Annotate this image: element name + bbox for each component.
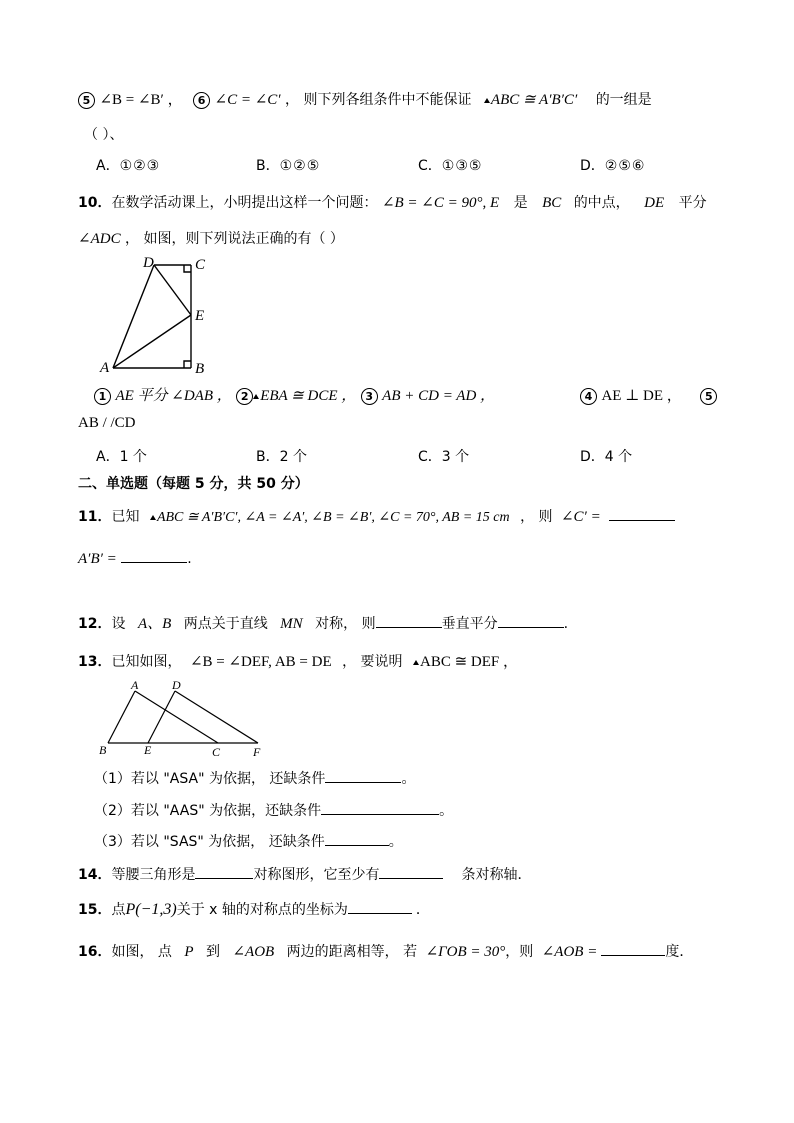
circled-4: 4 xyxy=(580,388,597,405)
triangle-icon xyxy=(484,98,490,103)
q16-math4: ∠AOB = xyxy=(541,944,598,960)
q11-line1 xyxy=(78,506,675,526)
q10-line2 xyxy=(78,228,344,248)
q12-text4: 垂直平分 xyxy=(441,616,498,632)
q13-number: 13． xyxy=(78,654,112,670)
q13-blank1[interactable] xyxy=(325,768,401,783)
triangle-icon xyxy=(253,394,259,399)
q16-blank[interactable] xyxy=(601,941,665,956)
label-a: A xyxy=(131,680,139,692)
label-c: C xyxy=(212,745,221,759)
q10-stmt5: AB / /CD xyxy=(78,415,136,431)
q10-math3: DE xyxy=(644,195,665,211)
q9-line1 xyxy=(78,88,652,109)
q11-blank1[interactable] xyxy=(609,506,675,521)
q10-statements-right xyxy=(580,384,717,405)
q11-ask2: A′B′ = xyxy=(78,551,117,567)
q12-math1: A、B xyxy=(137,616,172,632)
circled-6: 6 xyxy=(193,92,210,109)
q9-cond6: ∠C = ∠C′ xyxy=(214,92,281,108)
q11-ask1: ∠C′ = xyxy=(560,509,601,525)
q10-line2-text: ， 如图，则下列说法正确的有（ ） xyxy=(125,231,344,247)
q11-text2: ， 则 xyxy=(520,509,553,525)
q12-line: 12．设 A、B 两点关于直线 MN 对称， 则 垂直平分 . xyxy=(78,612,568,633)
q10-text4: 平分 xyxy=(678,195,707,211)
q13-sub2: （2）若以 "AAS" 为依据，还缺条件 。 xyxy=(94,800,453,820)
q9-cond5: ∠B = ∠B′ ， xyxy=(99,92,183,108)
q14-line: 14．等腰三角形是 对称图形，它至少有 条对称轴． xyxy=(78,864,531,884)
q12-text1: 设 xyxy=(111,616,126,632)
q10-stmt3: AB + CD = AD ， xyxy=(382,388,496,404)
q14-blank2[interactable] xyxy=(379,864,443,879)
q13-math: ∠B = ∠DEF, AB = DE xyxy=(189,654,332,670)
q9-option-c[interactable]: C．①③⑤ xyxy=(418,158,483,174)
q11-number: 11． xyxy=(78,509,112,525)
q10-line2-math: ∠ADC xyxy=(78,231,121,247)
circled-2: 2 xyxy=(236,388,253,405)
q9-text2: 的一组是 xyxy=(595,92,652,108)
q16-math3: ∠ΓOB = 30° xyxy=(425,944,506,960)
circled-3: 3 xyxy=(361,388,378,405)
label-c: C xyxy=(195,257,206,273)
q13-line xyxy=(78,650,518,671)
circled-1: 1 xyxy=(94,388,111,405)
label-a: A xyxy=(100,360,110,376)
q10-text1: 在数学活动课上，小明提出这样一个问题： xyxy=(111,195,378,211)
q10-number: 10． xyxy=(78,195,112,211)
q10-figure xyxy=(98,252,228,377)
q15-line: 15．点P(−1,3)关于 x 轴的对称点的坐标为 ． xyxy=(78,901,430,918)
label-b: B xyxy=(195,361,205,377)
q9-paren: （ ）、 xyxy=(84,127,124,143)
q11-blank2[interactable] xyxy=(121,548,187,563)
q13-figure xyxy=(94,680,274,760)
q10-text3: 的中点， xyxy=(573,195,630,211)
q13-blank3[interactable] xyxy=(325,831,389,846)
q10-math1: ∠B = ∠C = 90°, E xyxy=(381,195,500,211)
q16-math2: ∠AOB xyxy=(232,944,275,960)
section-title: 二、单选题（每题 5 分，共 50 分） xyxy=(78,476,309,492)
label-e: E xyxy=(195,308,205,324)
q13-congruence: ABC ≅ DEF ， xyxy=(413,654,518,670)
q10-option-d[interactable]: D．4 个 xyxy=(580,449,633,465)
q12-blank1[interactable] xyxy=(376,613,442,628)
label-b: B xyxy=(99,743,107,757)
q15-number: 15． xyxy=(78,902,112,918)
q15-blank[interactable] xyxy=(348,899,412,914)
label-d: D xyxy=(172,680,181,692)
q12-math2: MN xyxy=(280,616,303,632)
q13-text2: ， 要说明 xyxy=(342,654,403,670)
q10-stmt2: EBA ≅ DCE ， xyxy=(253,388,356,404)
q10-stmt4: AE ⊥ DE ， xyxy=(601,388,682,404)
label-d: D xyxy=(143,255,154,271)
q10-option-a[interactable]: A．1 个 xyxy=(96,449,147,465)
q12-number: 12． xyxy=(78,616,112,632)
q9-congruence: ABC ≅ A′B′C′ xyxy=(484,92,577,108)
triangle-icon xyxy=(150,515,156,520)
q10-math2: BC xyxy=(542,195,562,211)
q11-line2: A′B′ = . xyxy=(78,548,192,568)
q10-line1 xyxy=(78,192,707,212)
q14-number: 14． xyxy=(78,867,112,883)
label-e: E xyxy=(144,743,152,757)
label-f: F xyxy=(253,745,261,759)
circled-5: 5 xyxy=(78,92,95,109)
q15-math: P(−1,3) xyxy=(125,901,177,918)
q10-statements xyxy=(94,384,495,405)
q16-math1: P xyxy=(184,944,194,960)
q16-line: 16．如图， 点 P 到 ∠AOB 两边的距离相等， 若 ∠ΓOB = 30°，则 ∠AOB = 度． xyxy=(78,941,693,961)
q9-option-d[interactable]: D．②⑤⑥ xyxy=(580,158,646,174)
q10-option-b[interactable]: B．2 个 xyxy=(256,449,307,465)
circled-5b: 5 xyxy=(700,388,717,405)
q12-text2: 两点关于直线 xyxy=(183,616,268,632)
q11-math: ABC ≅ A′B′C′, ∠A = ∠A′, ∠B = ∠B′, ∠C = 70°, AB = 15 cm xyxy=(150,510,510,525)
q13-sub3: （3）若以 "SAS" 为依据， 还缺条件 。 xyxy=(94,831,403,851)
q13-text1: 已知如图， xyxy=(111,654,182,670)
q16-number: 16． xyxy=(78,944,112,960)
q12-text3: 对称， 则 xyxy=(315,616,376,632)
q10-text2: 是 xyxy=(513,195,528,211)
q9-option-b[interactable]: B．①②⑤ xyxy=(256,158,321,174)
q13-sub1: （1）若以 "ASA" 为依据， 还缺条件 。 xyxy=(94,768,415,788)
q14-blank1[interactable] xyxy=(195,864,253,879)
q10-option-c[interactable]: C．3 个 xyxy=(418,449,470,465)
q10-stmt1: AE 平分 ∠DAB ， xyxy=(115,388,232,404)
q13-blank2[interactable] xyxy=(321,800,439,815)
q9-text1: ， 则下列各组条件中不能保证 xyxy=(285,92,472,108)
q11-text1: 已知 xyxy=(111,509,140,525)
q12-blank2[interactable] xyxy=(498,613,564,628)
triangle-icon xyxy=(413,660,419,665)
q9-option-a[interactable]: A．①②③ xyxy=(96,158,161,174)
